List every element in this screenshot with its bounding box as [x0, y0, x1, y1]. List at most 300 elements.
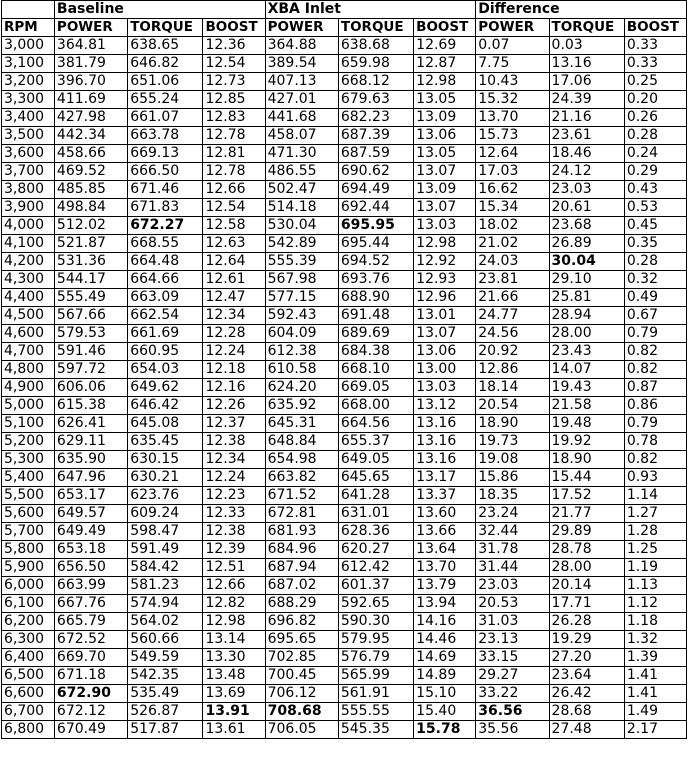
cell-baseline-torque: 646.42 — [128, 397, 203, 415]
cell-rpm: 4,000 — [2, 217, 55, 235]
cell-diff-power: 18.90 — [476, 415, 549, 433]
cell-xba-boost: 13.07 — [414, 199, 476, 217]
cell-baseline-boost: 13.61 — [203, 721, 265, 739]
cell-xba-power: 542.89 — [265, 235, 338, 253]
cell-xba-torque: 561.91 — [338, 685, 413, 703]
cell-diff-torque: 20.61 — [549, 199, 624, 217]
cell-xba-boost: 13.00 — [414, 361, 476, 379]
cell-diff-torque: 19.29 — [549, 631, 624, 649]
cell-xba-torque: 693.76 — [338, 271, 413, 289]
cell-xba-boost: 13.12 — [414, 397, 476, 415]
cell-xba-torque: 641.28 — [338, 487, 413, 505]
cell-xba-torque: 668.10 — [338, 361, 413, 379]
cell-xba-torque: 687.39 — [338, 127, 413, 145]
cell-diff-torque: 24.39 — [549, 91, 624, 109]
cell-diff-power: 23.13 — [476, 631, 549, 649]
group-header-xba-inlet: XBA Inlet — [265, 1, 476, 19]
cell-xba-power: 695.65 — [265, 631, 338, 649]
cell-xba-power: 530.04 — [265, 217, 338, 235]
cell-diff-power: 19.08 — [476, 451, 549, 469]
cell-diff-boost: 1.19 — [624, 559, 686, 577]
cell-baseline-boost: 12.38 — [203, 523, 265, 541]
cell-baseline-power: 411.69 — [54, 91, 127, 109]
table-row — [2, 307, 687, 325]
cell-baseline-boost: 12.85 — [203, 91, 265, 109]
cell-diff-boost: 0.53 — [624, 199, 686, 217]
cell-baseline-torque: 661.07 — [128, 109, 203, 127]
cell-baseline-power: 381.79 — [54, 55, 127, 73]
cell-xba-torque: 684.38 — [338, 343, 413, 361]
cell-diff-torque: 19.92 — [549, 433, 624, 451]
cell-baseline-boost: 12.54 — [203, 55, 265, 73]
cell-xba-power: 708.68 — [265, 703, 338, 721]
cell-rpm: 4,900 — [2, 379, 55, 397]
table-row — [2, 325, 687, 343]
cell-diff-boost: 0.86 — [624, 397, 686, 415]
cell-baseline-torque: 664.66 — [128, 271, 203, 289]
column-header-diff-torque: TORQUE — [549, 19, 624, 37]
table-row — [2, 523, 687, 541]
table-row — [2, 253, 687, 271]
cell-xba-boost: 13.94 — [414, 595, 476, 613]
cell-diff-torque: 28.68 — [549, 703, 624, 721]
cell-xba-torque: 668.00 — [338, 397, 413, 415]
cell-xba-power: 687.02 — [265, 577, 338, 595]
cell-diff-torque: 30.04 — [549, 253, 624, 271]
cell-baseline-boost: 12.28 — [203, 325, 265, 343]
cell-xba-boost: 13.09 — [414, 181, 476, 199]
cell-rpm: 4,300 — [2, 271, 55, 289]
cell-diff-power: 13.70 — [476, 109, 549, 127]
cell-diff-torque: 27.20 — [549, 649, 624, 667]
cell-xba-power: 555.39 — [265, 253, 338, 271]
cell-baseline-power: 469.52 — [54, 163, 127, 181]
cell-diff-boost: 1.14 — [624, 487, 686, 505]
cell-xba-boost: 12.93 — [414, 271, 476, 289]
table-row — [2, 343, 687, 361]
cell-baseline-torque: 651.06 — [128, 73, 203, 91]
cell-rpm: 6,000 — [2, 577, 55, 595]
cell-diff-torque: 21.16 — [549, 109, 624, 127]
cell-diff-power: 23.81 — [476, 271, 549, 289]
cell-baseline-torque: 646.82 — [128, 55, 203, 73]
cell-baseline-boost: 12.66 — [203, 181, 265, 199]
cell-xba-boost: 13.05 — [414, 91, 476, 109]
table-row — [2, 217, 687, 235]
cell-baseline-power: 653.18 — [54, 541, 127, 559]
cell-baseline-boost: 12.83 — [203, 109, 265, 127]
cell-xba-power: 696.82 — [265, 613, 338, 631]
cell-diff-boost: 1.41 — [624, 685, 686, 703]
cell-diff-torque: 18.90 — [549, 451, 624, 469]
cell-diff-power: 24.03 — [476, 253, 549, 271]
cell-diff-boost: 1.13 — [624, 577, 686, 595]
cell-diff-boost: 0.32 — [624, 271, 686, 289]
cell-xba-power: 681.93 — [265, 523, 338, 541]
cell-baseline-power: 606.06 — [54, 379, 127, 397]
cell-xba-power: 389.54 — [265, 55, 338, 73]
cell-xba-torque: 628.36 — [338, 523, 413, 541]
cell-rpm: 4,400 — [2, 289, 55, 307]
cell-xba-torque: 638.68 — [338, 37, 413, 55]
cell-baseline-torque: 517.87 — [128, 721, 203, 739]
cell-baseline-power: 442.34 — [54, 127, 127, 145]
cell-rpm: 5,300 — [2, 451, 55, 469]
column-header-xba-torque: TORQUE — [338, 19, 413, 37]
cell-diff-boost: 0.43 — [624, 181, 686, 199]
cell-xba-boost: 13.03 — [414, 217, 476, 235]
cell-xba-torque: 669.05 — [338, 379, 413, 397]
cell-diff-boost: 2.17 — [624, 721, 686, 739]
cell-baseline-power: 591.46 — [54, 343, 127, 361]
cell-diff-torque: 28.00 — [549, 325, 624, 343]
cell-xba-boost: 13.16 — [414, 433, 476, 451]
cell-diff-power: 19.73 — [476, 433, 549, 451]
cell-diff-boost: 0.87 — [624, 379, 686, 397]
cell-xba-torque: 679.63 — [338, 91, 413, 109]
cell-baseline-boost: 12.34 — [203, 307, 265, 325]
table-row — [2, 469, 687, 487]
cell-baseline-torque: 560.66 — [128, 631, 203, 649]
cell-rpm: 3,800 — [2, 181, 55, 199]
cell-baseline-torque: 635.45 — [128, 433, 203, 451]
cell-xba-torque: 590.30 — [338, 613, 413, 631]
group-header-difference: Difference — [476, 1, 687, 19]
cell-xba-torque: 694.49 — [338, 181, 413, 199]
group-header-row — [2, 1, 687, 19]
table-row — [2, 415, 687, 433]
cell-diff-boost: 0.78 — [624, 433, 686, 451]
cell-baseline-boost: 12.39 — [203, 541, 265, 559]
cell-diff-torque: 23.68 — [549, 217, 624, 235]
cell-diff-torque: 28.94 — [549, 307, 624, 325]
cell-baseline-power: 567.66 — [54, 307, 127, 325]
cell-baseline-power: 512.02 — [54, 217, 127, 235]
cell-diff-boost: 0.28 — [624, 127, 686, 145]
cell-xba-boost: 12.69 — [414, 37, 476, 55]
cell-xba-power: 624.20 — [265, 379, 338, 397]
cell-diff-torque: 24.12 — [549, 163, 624, 181]
cell-baseline-power: 672.12 — [54, 703, 127, 721]
cell-rpm: 6,500 — [2, 667, 55, 685]
cell-baseline-boost: 12.63 — [203, 235, 265, 253]
table-row — [2, 721, 687, 739]
cell-baseline-power: 672.90 — [54, 685, 127, 703]
cell-xba-power: 612.38 — [265, 343, 338, 361]
cell-diff-power: 33.15 — [476, 649, 549, 667]
cell-baseline-boost: 12.34 — [203, 451, 265, 469]
cell-diff-boost: 0.33 — [624, 37, 686, 55]
cell-diff-torque: 0.03 — [549, 37, 624, 55]
table-row — [2, 541, 687, 559]
cell-xba-torque: 664.56 — [338, 415, 413, 433]
cell-baseline-torque: 649.62 — [128, 379, 203, 397]
cell-diff-boost: 0.28 — [624, 253, 686, 271]
cell-diff-power: 33.22 — [476, 685, 549, 703]
cell-diff-boost: 0.49 — [624, 289, 686, 307]
cell-baseline-torque: 664.48 — [128, 253, 203, 271]
cell-rpm: 5,400 — [2, 469, 55, 487]
cell-xba-boost: 13.64 — [414, 541, 476, 559]
cell-baseline-torque: 662.54 — [128, 307, 203, 325]
column-header-baseline-power: POWER — [54, 19, 127, 37]
cell-rpm: 5,600 — [2, 505, 55, 523]
cell-xba-power: 687.94 — [265, 559, 338, 577]
cell-baseline-torque: 645.08 — [128, 415, 203, 433]
cell-baseline-boost: 12.73 — [203, 73, 265, 91]
table-row — [2, 55, 687, 73]
cell-xba-boost: 12.98 — [414, 73, 476, 91]
cell-diff-torque: 19.43 — [549, 379, 624, 397]
cell-baseline-torque: 549.59 — [128, 649, 203, 667]
table-row — [2, 163, 687, 181]
cell-rpm: 5,200 — [2, 433, 55, 451]
cell-baseline-boost: 12.51 — [203, 559, 265, 577]
cell-baseline-power: 672.52 — [54, 631, 127, 649]
cell-baseline-power: 531.36 — [54, 253, 127, 271]
cell-xba-power: 663.82 — [265, 469, 338, 487]
cell-diff-boost: 0.79 — [624, 415, 686, 433]
cell-diff-power: 10.43 — [476, 73, 549, 91]
cell-diff-torque: 23.03 — [549, 181, 624, 199]
cell-baseline-boost: 12.82 — [203, 595, 265, 613]
cell-xba-torque: 691.48 — [338, 307, 413, 325]
cell-diff-torque: 21.77 — [549, 505, 624, 523]
cell-rpm: 5,900 — [2, 559, 55, 577]
cell-rpm: 5,100 — [2, 415, 55, 433]
table-row — [2, 613, 687, 631]
cell-diff-torque: 19.48 — [549, 415, 624, 433]
cell-xba-boost: 13.06 — [414, 343, 476, 361]
group-header-rpm — [2, 1, 55, 19]
cell-baseline-boost: 12.38 — [203, 433, 265, 451]
dyno-comparison-table — [1, 0, 687, 739]
cell-rpm: 4,700 — [2, 343, 55, 361]
cell-xba-boost: 15.10 — [414, 685, 476, 703]
cell-rpm: 5,700 — [2, 523, 55, 541]
cell-xba-boost: 13.37 — [414, 487, 476, 505]
cell-baseline-torque: 609.24 — [128, 505, 203, 523]
cell-rpm: 4,600 — [2, 325, 55, 343]
cell-baseline-boost: 12.24 — [203, 343, 265, 361]
cell-baseline-torque: 581.23 — [128, 577, 203, 595]
cell-baseline-boost: 13.14 — [203, 631, 265, 649]
cell-rpm: 6,300 — [2, 631, 55, 649]
cell-diff-boost: 0.20 — [624, 91, 686, 109]
cell-baseline-torque: 654.03 — [128, 361, 203, 379]
cell-diff-power: 24.77 — [476, 307, 549, 325]
cell-baseline-boost: 12.54 — [203, 199, 265, 217]
cell-diff-torque: 17.71 — [549, 595, 624, 613]
table-row — [2, 181, 687, 199]
cell-baseline-torque: 630.15 — [128, 451, 203, 469]
cell-diff-boost: 1.39 — [624, 649, 686, 667]
cell-xba-power: 427.01 — [265, 91, 338, 109]
table-row — [2, 91, 687, 109]
cell-diff-torque: 17.06 — [549, 73, 624, 91]
cell-xba-boost: 13.05 — [414, 145, 476, 163]
cell-baseline-power: 555.49 — [54, 289, 127, 307]
cell-baseline-power: 485.85 — [54, 181, 127, 199]
cell-xba-power: 604.09 — [265, 325, 338, 343]
cell-baseline-torque: 663.78 — [128, 127, 203, 145]
cell-diff-torque: 25.81 — [549, 289, 624, 307]
cell-xba-power: 502.47 — [265, 181, 338, 199]
cell-baseline-power: 615.38 — [54, 397, 127, 415]
cell-diff-torque: 13.16 — [549, 55, 624, 73]
cell-diff-power: 18.14 — [476, 379, 549, 397]
cell-baseline-torque: 666.50 — [128, 163, 203, 181]
table-row — [2, 559, 687, 577]
cell-baseline-power: 427.98 — [54, 109, 127, 127]
cell-xba-power: 700.45 — [265, 667, 338, 685]
cell-xba-torque: 545.35 — [338, 721, 413, 739]
cell-baseline-torque: 638.65 — [128, 37, 203, 55]
cell-xba-power: 635.92 — [265, 397, 338, 415]
cell-xba-power: 610.58 — [265, 361, 338, 379]
cell-rpm: 4,100 — [2, 235, 55, 253]
cell-diff-torque: 26.28 — [549, 613, 624, 631]
cell-baseline-power: 364.81 — [54, 37, 127, 55]
cell-baseline-boost: 12.36 — [203, 37, 265, 55]
cell-diff-power: 20.92 — [476, 343, 549, 361]
cell-diff-power: 24.56 — [476, 325, 549, 343]
cell-diff-boost: 1.25 — [624, 541, 686, 559]
cell-xba-boost: 13.07 — [414, 325, 476, 343]
cell-xba-torque: 695.95 — [338, 217, 413, 235]
cell-xba-boost: 15.78 — [414, 721, 476, 739]
table-row — [2, 379, 687, 397]
cell-diff-boost: 0.67 — [624, 307, 686, 325]
cell-diff-boost: 0.35 — [624, 235, 686, 253]
cell-baseline-power: 544.17 — [54, 271, 127, 289]
cell-diff-torque: 29.10 — [549, 271, 624, 289]
cell-baseline-boost: 12.23 — [203, 487, 265, 505]
cell-xba-torque: 592.65 — [338, 595, 413, 613]
table-row — [2, 361, 687, 379]
cell-baseline-torque: 623.76 — [128, 487, 203, 505]
cell-xba-torque: 692.44 — [338, 199, 413, 217]
cell-xba-torque: 612.42 — [338, 559, 413, 577]
cell-xba-torque: 690.62 — [338, 163, 413, 181]
cell-diff-power: 36.56 — [476, 703, 549, 721]
cell-baseline-torque: 671.83 — [128, 199, 203, 217]
cell-xba-power: 514.18 — [265, 199, 338, 217]
cell-diff-torque: 23.64 — [549, 667, 624, 685]
cell-xba-torque: 649.05 — [338, 451, 413, 469]
cell-rpm: 6,400 — [2, 649, 55, 667]
cell-diff-power: 15.34 — [476, 199, 549, 217]
cell-rpm: 5,000 — [2, 397, 55, 415]
cell-baseline-power: 521.87 — [54, 235, 127, 253]
cell-baseline-power: 626.41 — [54, 415, 127, 433]
cell-rpm: 5,800 — [2, 541, 55, 559]
cell-baseline-torque: 672.27 — [128, 217, 203, 235]
cell-diff-power: 23.03 — [476, 577, 549, 595]
column-header-xba-boost: BOOST — [414, 19, 476, 37]
cell-xba-torque: 655.37 — [338, 433, 413, 451]
cell-diff-boost: 0.33 — [624, 55, 686, 73]
cell-xba-boost: 13.07 — [414, 163, 476, 181]
cell-xba-boost: 13.16 — [414, 415, 476, 433]
cell-baseline-power: 396.70 — [54, 73, 127, 91]
cell-xba-torque: 576.79 — [338, 649, 413, 667]
cell-diff-power: 17.03 — [476, 163, 549, 181]
column-header-baseline-boost: BOOST — [203, 19, 265, 37]
cell-diff-power: 23.24 — [476, 505, 549, 523]
cell-diff-boost: 0.93 — [624, 469, 686, 487]
cell-xba-boost: 13.17 — [414, 469, 476, 487]
cell-xba-boost: 13.70 — [414, 559, 476, 577]
cell-baseline-torque: 542.35 — [128, 667, 203, 685]
cell-xba-boost: 13.06 — [414, 127, 476, 145]
cell-rpm: 4,200 — [2, 253, 55, 271]
cell-xba-torque: 659.98 — [338, 55, 413, 73]
cell-diff-boost: 0.24 — [624, 145, 686, 163]
cell-baseline-torque: 598.47 — [128, 523, 203, 541]
cell-baseline-boost: 12.18 — [203, 361, 265, 379]
cell-baseline-torque: 660.95 — [128, 343, 203, 361]
cell-baseline-power: 635.90 — [54, 451, 127, 469]
cell-baseline-boost: 12.61 — [203, 271, 265, 289]
cell-diff-power: 0.07 — [476, 37, 549, 55]
cell-diff-power: 15.73 — [476, 127, 549, 145]
cell-diff-torque: 18.46 — [549, 145, 624, 163]
cell-xba-torque: 668.12 — [338, 73, 413, 91]
cell-baseline-power: 649.57 — [54, 505, 127, 523]
column-header-xba-power: POWER — [265, 19, 338, 37]
cell-baseline-torque: 535.49 — [128, 685, 203, 703]
cell-xba-boost: 13.60 — [414, 505, 476, 523]
cell-rpm: 6,800 — [2, 721, 55, 739]
cell-baseline-power: 663.99 — [54, 577, 127, 595]
cell-baseline-boost: 12.64 — [203, 253, 265, 271]
cell-diff-torque: 17.52 — [549, 487, 624, 505]
cell-baseline-boost: 12.98 — [203, 613, 265, 631]
column-header-row — [2, 19, 687, 37]
cell-diff-torque: 20.14 — [549, 577, 624, 595]
cell-baseline-power: 656.50 — [54, 559, 127, 577]
cell-baseline-power: 647.96 — [54, 469, 127, 487]
cell-xba-boost: 12.87 — [414, 55, 476, 73]
cell-diff-boost: 1.18 — [624, 613, 686, 631]
cell-baseline-power: 665.79 — [54, 613, 127, 631]
cell-rpm: 6,200 — [2, 613, 55, 631]
cell-rpm: 4,800 — [2, 361, 55, 379]
cell-diff-boost: 1.27 — [624, 505, 686, 523]
cell-xba-torque: 565.99 — [338, 667, 413, 685]
cell-xba-power: 458.07 — [265, 127, 338, 145]
cell-xba-torque: 695.44 — [338, 235, 413, 253]
cell-baseline-power: 498.84 — [54, 199, 127, 217]
cell-xba-boost: 12.96 — [414, 289, 476, 307]
table-row — [2, 667, 687, 685]
cell-xba-torque: 688.90 — [338, 289, 413, 307]
cell-rpm: 3,700 — [2, 163, 55, 181]
cell-baseline-boost: 12.26 — [203, 397, 265, 415]
cell-xba-power: 592.43 — [265, 307, 338, 325]
cell-diff-power: 21.02 — [476, 235, 549, 253]
cell-diff-torque: 28.78 — [549, 541, 624, 559]
cell-xba-torque: 682.23 — [338, 109, 413, 127]
cell-xba-torque: 620.27 — [338, 541, 413, 559]
cell-baseline-torque: 564.02 — [128, 613, 203, 631]
table-row — [2, 73, 687, 91]
cell-xba-power: 441.68 — [265, 109, 338, 127]
cell-diff-boost: 0.29 — [624, 163, 686, 181]
table-row — [2, 595, 687, 613]
cell-baseline-power: 597.72 — [54, 361, 127, 379]
